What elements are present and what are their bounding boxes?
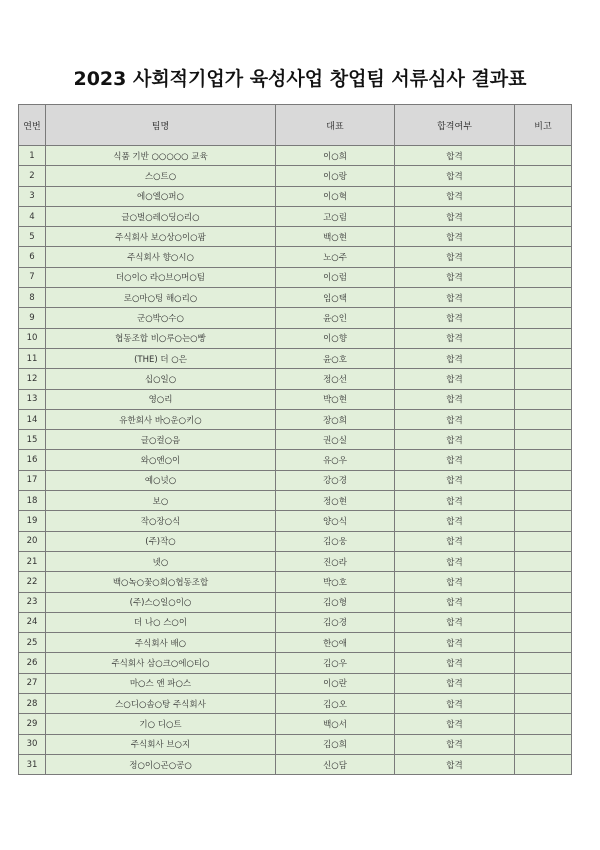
- table-row: [19, 653, 572, 673]
- cell-number: 25: [19, 633, 46, 653]
- cell-number: 18: [19, 491, 46, 511]
- cell-result: 합격: [395, 633, 515, 653]
- cell-number: 17: [19, 470, 46, 490]
- table-row: [19, 409, 572, 429]
- cell-team-name: 와○앤○이: [46, 450, 276, 470]
- table-row: [19, 206, 572, 226]
- cell-representative: 장○희: [276, 409, 395, 429]
- cell-team-name: 협동조합 비○루○는○빵: [46, 328, 276, 348]
- cell-team-name: 보○: [46, 491, 276, 511]
- cell-number: 4: [19, 206, 46, 226]
- cell-number: 23: [19, 592, 46, 612]
- cell-number: 27: [19, 673, 46, 693]
- cell-team-name: 군○박○수○: [46, 308, 276, 328]
- table-row: [19, 714, 572, 734]
- cell-number: 22: [19, 572, 46, 592]
- table-row: [19, 694, 572, 714]
- cell-representative: 김○우: [276, 653, 395, 673]
- table-row: [19, 673, 572, 693]
- cell-representative: 김○오: [276, 694, 395, 714]
- cell-note: [515, 714, 572, 734]
- table-row: [19, 288, 572, 308]
- cell-note: [515, 166, 572, 186]
- cell-representative: 김○희: [276, 734, 395, 754]
- cell-representative: 한○애: [276, 633, 395, 653]
- cell-representative: 이○랑: [276, 166, 395, 186]
- cell-note: [515, 673, 572, 693]
- header-number: 연번: [19, 105, 46, 146]
- cell-note: [515, 612, 572, 632]
- cell-result: 합격: [395, 369, 515, 389]
- cell-note: [515, 288, 572, 308]
- cell-team-name: 백○녹○꽃○회○협동조합: [46, 572, 276, 592]
- cell-result: 합격: [395, 592, 515, 612]
- cell-result: 합격: [395, 389, 515, 409]
- cell-note: [515, 308, 572, 328]
- cell-number: 5: [19, 227, 46, 247]
- table-row: [19, 166, 572, 186]
- cell-result: 합격: [395, 694, 515, 714]
- table-row: [19, 754, 572, 774]
- cell-number: 8: [19, 288, 46, 308]
- results-table: [18, 104, 572, 775]
- cell-team-name: 주식회사 삼○크○에○티○: [46, 653, 276, 673]
- table-row: [19, 267, 572, 287]
- cell-note: [515, 572, 572, 592]
- cell-representative: 김○형: [276, 592, 395, 612]
- cell-team-name: (주)작○: [46, 531, 276, 551]
- cell-result: 합격: [395, 166, 515, 186]
- cell-result: 합격: [395, 612, 515, 632]
- cell-team-name: 정○이○곤○공○: [46, 754, 276, 774]
- table-row: [19, 328, 572, 348]
- cell-representative: 박○현: [276, 389, 395, 409]
- cell-result: 합격: [395, 734, 515, 754]
- cell-team-name: 더○이○ 라○브○머○팀: [46, 267, 276, 287]
- cell-result: 합격: [395, 551, 515, 571]
- cell-number: 28: [19, 694, 46, 714]
- cell-representative: 김○경: [276, 612, 395, 632]
- cell-result: 합격: [395, 206, 515, 226]
- table-row: [19, 389, 572, 409]
- cell-note: [515, 227, 572, 247]
- header-representative: 대표: [276, 105, 395, 146]
- cell-note: [515, 592, 572, 612]
- header-team-name: 팀명: [46, 105, 276, 146]
- cell-team-name: 유한회사 바○운○키○: [46, 409, 276, 429]
- cell-team-name: 스○트○: [46, 166, 276, 186]
- cell-number: 13: [19, 389, 46, 409]
- cell-team-name: 더 나○ 스○이: [46, 612, 276, 632]
- cell-number: 9: [19, 308, 46, 328]
- cell-team-name: 글○컬○음: [46, 430, 276, 450]
- cell-number: 12: [19, 369, 46, 389]
- cell-number: 30: [19, 734, 46, 754]
- cell-representative: 백○현: [276, 227, 395, 247]
- cell-note: [515, 186, 572, 206]
- page-title: 2023 사회적기업가 육성사업 창업팀 서류심사 결과표: [73, 68, 527, 90]
- cell-result: 합격: [395, 227, 515, 247]
- cell-number: 7: [19, 267, 46, 287]
- cell-representative: 정○선: [276, 369, 395, 389]
- cell-number: 24: [19, 612, 46, 632]
- cell-result: 합격: [395, 673, 515, 693]
- table-row: [19, 430, 572, 450]
- cell-note: [515, 247, 572, 267]
- table-row: [19, 491, 572, 511]
- cell-result: 합격: [395, 491, 515, 511]
- cell-result: 합격: [395, 572, 515, 592]
- cell-team-name: 작○장○식: [46, 511, 276, 531]
- cell-note: [515, 369, 572, 389]
- table-row: [19, 592, 572, 612]
- cell-number: 6: [19, 247, 46, 267]
- cell-representative: 이○럼: [276, 267, 395, 287]
- cell-note: [515, 409, 572, 429]
- cell-note: [515, 511, 572, 531]
- cell-representative: 임○택: [276, 288, 395, 308]
- cell-result: 합격: [395, 288, 515, 308]
- cell-number: 19: [19, 511, 46, 531]
- cell-representative: 정○현: [276, 491, 395, 511]
- cell-number: 10: [19, 328, 46, 348]
- cell-result: 합격: [395, 186, 515, 206]
- cell-representative: 노○주: [276, 247, 395, 267]
- table-row: [19, 734, 572, 754]
- cell-team-name: 글○벌○레○딩○리○: [46, 206, 276, 226]
- cell-number: 29: [19, 714, 46, 734]
- cell-result: 합격: [395, 714, 515, 734]
- table-row: [19, 572, 572, 592]
- cell-representative: 윤○호: [276, 348, 395, 368]
- cell-note: [515, 694, 572, 714]
- cell-number: 1: [19, 146, 46, 166]
- cell-number: 31: [19, 754, 46, 774]
- cell-result: 합격: [395, 247, 515, 267]
- cell-note: [515, 551, 572, 571]
- cell-note: [515, 754, 572, 774]
- cell-result: 합격: [395, 308, 515, 328]
- cell-number: 2: [19, 166, 46, 186]
- cell-representative: 고○림: [276, 206, 395, 226]
- cell-result: 합격: [395, 430, 515, 450]
- cell-team-name: (THE) 더 ○은: [46, 348, 276, 368]
- cell-team-name: 넷○: [46, 551, 276, 571]
- table-row: [19, 531, 572, 551]
- table-row: [19, 450, 572, 470]
- cell-representative: 진○라: [276, 551, 395, 571]
- cell-note: [515, 653, 572, 673]
- cell-representative: 유○우: [276, 450, 395, 470]
- cell-note: [515, 267, 572, 287]
- cell-representative: 권○실: [276, 430, 395, 450]
- cell-note: [515, 491, 572, 511]
- header-note: 비고: [515, 105, 572, 146]
- cell-team-name: 예○넛○: [46, 470, 276, 490]
- header-result: 합격여부: [395, 105, 515, 146]
- cell-representative: 윤○인: [276, 308, 395, 328]
- table-row: [19, 470, 572, 490]
- cell-team-name: 에○엘○퍼○: [46, 186, 276, 206]
- cell-representative: 강○경: [276, 470, 395, 490]
- cell-team-name: 주식회사 배○: [46, 633, 276, 653]
- cell-representative: 백○서: [276, 714, 395, 734]
- cell-result: 합격: [395, 328, 515, 348]
- cell-result: 합격: [395, 146, 515, 166]
- table-row: [19, 186, 572, 206]
- cell-team-name: 영○리: [46, 389, 276, 409]
- cell-result: 합격: [395, 267, 515, 287]
- table-row: [19, 369, 572, 389]
- cell-note: [515, 146, 572, 166]
- cell-team-name: 로○마○팅 해○리○: [46, 288, 276, 308]
- cell-representative: 양○식: [276, 511, 395, 531]
- table-row: [19, 247, 572, 267]
- table-header-row: [19, 105, 572, 146]
- cell-number: 21: [19, 551, 46, 571]
- cell-representative: 이○향: [276, 328, 395, 348]
- cell-note: [515, 206, 572, 226]
- cell-result: 합격: [395, 348, 515, 368]
- table-row: [19, 511, 572, 531]
- cell-result: 합격: [395, 531, 515, 551]
- cell-team-name: 식품 기반 ○○○○○ 교육: [46, 146, 276, 166]
- cell-note: [515, 633, 572, 653]
- cell-note: [515, 531, 572, 551]
- cell-note: [515, 328, 572, 348]
- table-row: [19, 612, 572, 632]
- cell-representative: 이○혁: [276, 186, 395, 206]
- table-row: [19, 551, 572, 571]
- cell-team-name: 주식회사 브○지: [46, 734, 276, 754]
- cell-number: 20: [19, 531, 46, 551]
- cell-number: 26: [19, 653, 46, 673]
- cell-number: 3: [19, 186, 46, 206]
- cell-representative: 박○호: [276, 572, 395, 592]
- cell-team-name: 십○일○: [46, 369, 276, 389]
- cell-result: 합격: [395, 409, 515, 429]
- table-row: [19, 227, 572, 247]
- cell-result: 합격: [395, 470, 515, 490]
- cell-note: [515, 450, 572, 470]
- cell-team-name: 주식회사 향○시○: [46, 247, 276, 267]
- cell-team-name: (주)스○일○이○: [46, 592, 276, 612]
- cell-representative: 이○희: [276, 146, 395, 166]
- cell-result: 합격: [395, 511, 515, 531]
- cell-number: 15: [19, 430, 46, 450]
- cell-note: [515, 470, 572, 490]
- table-row: [19, 146, 572, 166]
- cell-note: [515, 348, 572, 368]
- cell-note: [515, 430, 572, 450]
- cell-team-name: 기○ 디○트: [46, 714, 276, 734]
- cell-team-name: 주식회사 보○상○이○팜: [46, 227, 276, 247]
- table-row: [19, 633, 572, 653]
- cell-number: 14: [19, 409, 46, 429]
- cell-team-name: 스○디○솜○탕 주식회사: [46, 694, 276, 714]
- cell-number: 16: [19, 450, 46, 470]
- cell-representative: 신○담: [276, 754, 395, 774]
- cell-result: 합격: [395, 653, 515, 673]
- table-row: [19, 348, 572, 368]
- cell-representative: 이○란: [276, 673, 395, 693]
- cell-note: [515, 734, 572, 754]
- table-row: [19, 308, 572, 328]
- cell-team-name: 마○스 앤 파○스: [46, 673, 276, 693]
- cell-representative: 김○웅: [276, 531, 395, 551]
- cell-result: 합격: [395, 450, 515, 470]
- cell-number: 11: [19, 348, 46, 368]
- cell-note: [515, 389, 572, 409]
- cell-result: 합격: [395, 754, 515, 774]
